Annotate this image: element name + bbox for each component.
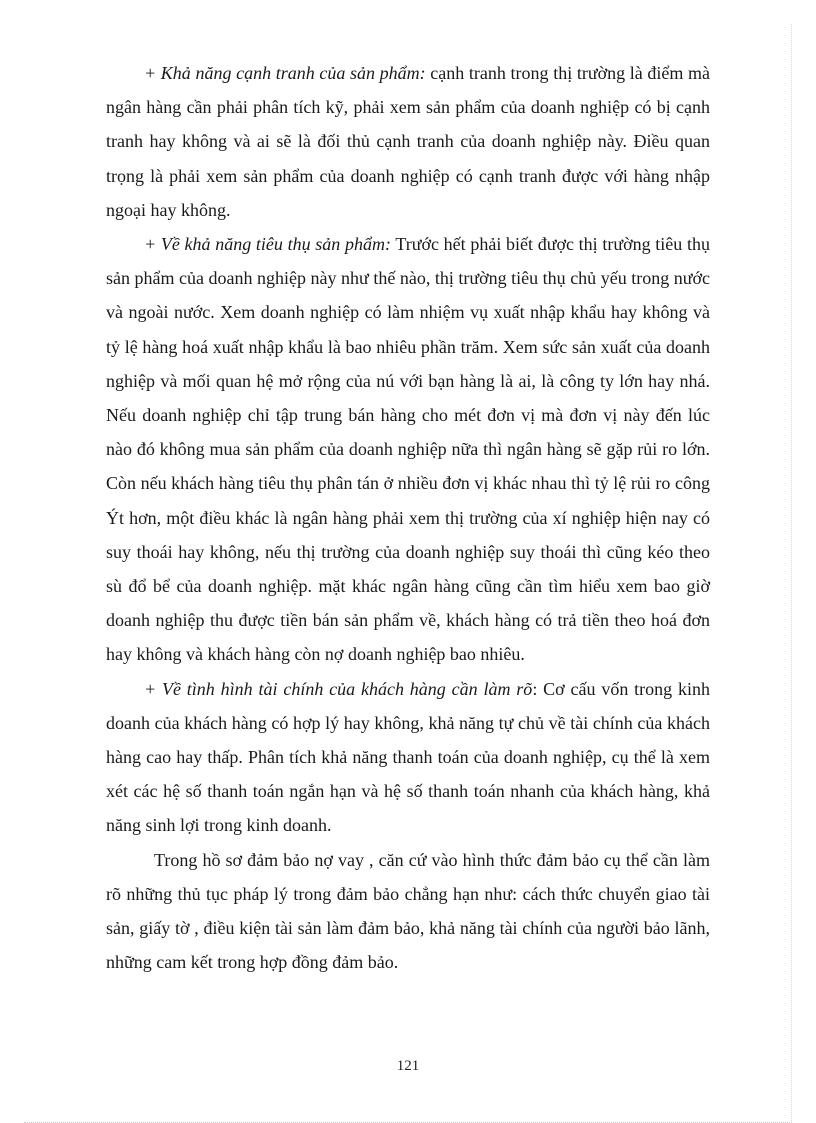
paragraph-financial [106,672,710,843]
paragraph-text: : Cơ cấu vốn trong kinh doanh của khách hàng có hợp lý hay không, khả năng tự chủ về tài chính của khách hàng cao hay thấp. Phân tích khả năng thanh toán của doanh nghiệp, cụ thể là xem xét các hệ số thanh toán ngắn hạn và hệ số thanh toán nhanh của khách hàng, khả năng sinh lợi trong kinh doanh. [106,678,711,836]
paragraph-lead: + Về tình hình tài chính của khách hàng cần làm rõ [144,678,533,699]
paragraph-lead: + Về khả năng tiêu thụ sản phẩm: [144,234,391,255]
paragraph-competitiveness [106,56,710,227]
paragraph-text: Trong hồ sơ đảm bảo nợ vay , căn cứ vào hình thức đảm bảo cụ thể cần làm rõ những thủ tục pháp lý trong đảm bảo chẳng hạn như: cách thức chuyển giao tài sản, giấy tờ , điều kiện tài sản làm đảm bảo, khả năng tài chính của người bảo lãnh, những cam kết trong hợp đồng đảm bảo. [106,849,710,973]
paragraph-lead: + Khả năng cạnh tranh của sản phẩm: [144,63,426,83]
page-number: 121 [396,1058,420,1074]
paragraph-text: cạnh tranh trong thị trường là điểm mà ngân hàng cần phải phân tích kỹ, phải xem sản phẩm của doanh nghiệp có bị cạnh tranh hay không và ai sẽ là đối thủ cạnh tranh của doanh nghiệp này. Điều quan trọng là phải xem sản phẩm của doanh nghiệp có cạnh tranh được với hàng nhập ngoại hay không. [106,63,711,220]
document-body [106,56,710,979]
paragraph-text: Trước hết phải biết được thị trường tiêu thụ sản phẩm của doanh nghiệp này như thế nào, thị trường tiêu thụ chủ yếu trong nước và ngoài nước. Xem doanh nghiệp có làm nhiệm vụ xuất nhập khẩu hay không và tỷ lệ hàng hoá xuất nhập khẩu là bao nhiêu phần trăm. Xem sức sản xuất của doanh nghiệp và mối quan hệ mở rộng của nú với bạn hàng là ai, là công ty lớn hay nhá. Nếu doanh nghiệp chỉ tập trung bán hàng cho mét đơn vị mà đơn vị này đến lúc nào đó không mua sản phẩm của doanh nghiệp nữa thì ngân hàng sẽ gặp rủi ro lớn. Còn nếu khách hàng tiêu thụ phân tán ở nhiều đơn vị khác nhau thì tỷ lệ rủi ro công Ýt hơn, một điều khác là ngân hàng phải xem thị trường của xí nghiệp hiện nay có suy thoái hay không, nếu thị trường của doanh nghiệp suy thoái thì cũng kéo theo sù đổ bể của doanh nghiệp. mặt khác ngân hàng cũng cần tìm hiểu xem bao giờ doanh nghiệp thu được tiền bán sản phẩm về, khách hàng có trả tiền theo hoá đơn hay không và khách hàng còn nợ doanh nghiệp bao nhiêu. [106,234,710,665]
paragraph-collateral [106,843,710,980]
paragraph-consumption [106,227,710,672]
